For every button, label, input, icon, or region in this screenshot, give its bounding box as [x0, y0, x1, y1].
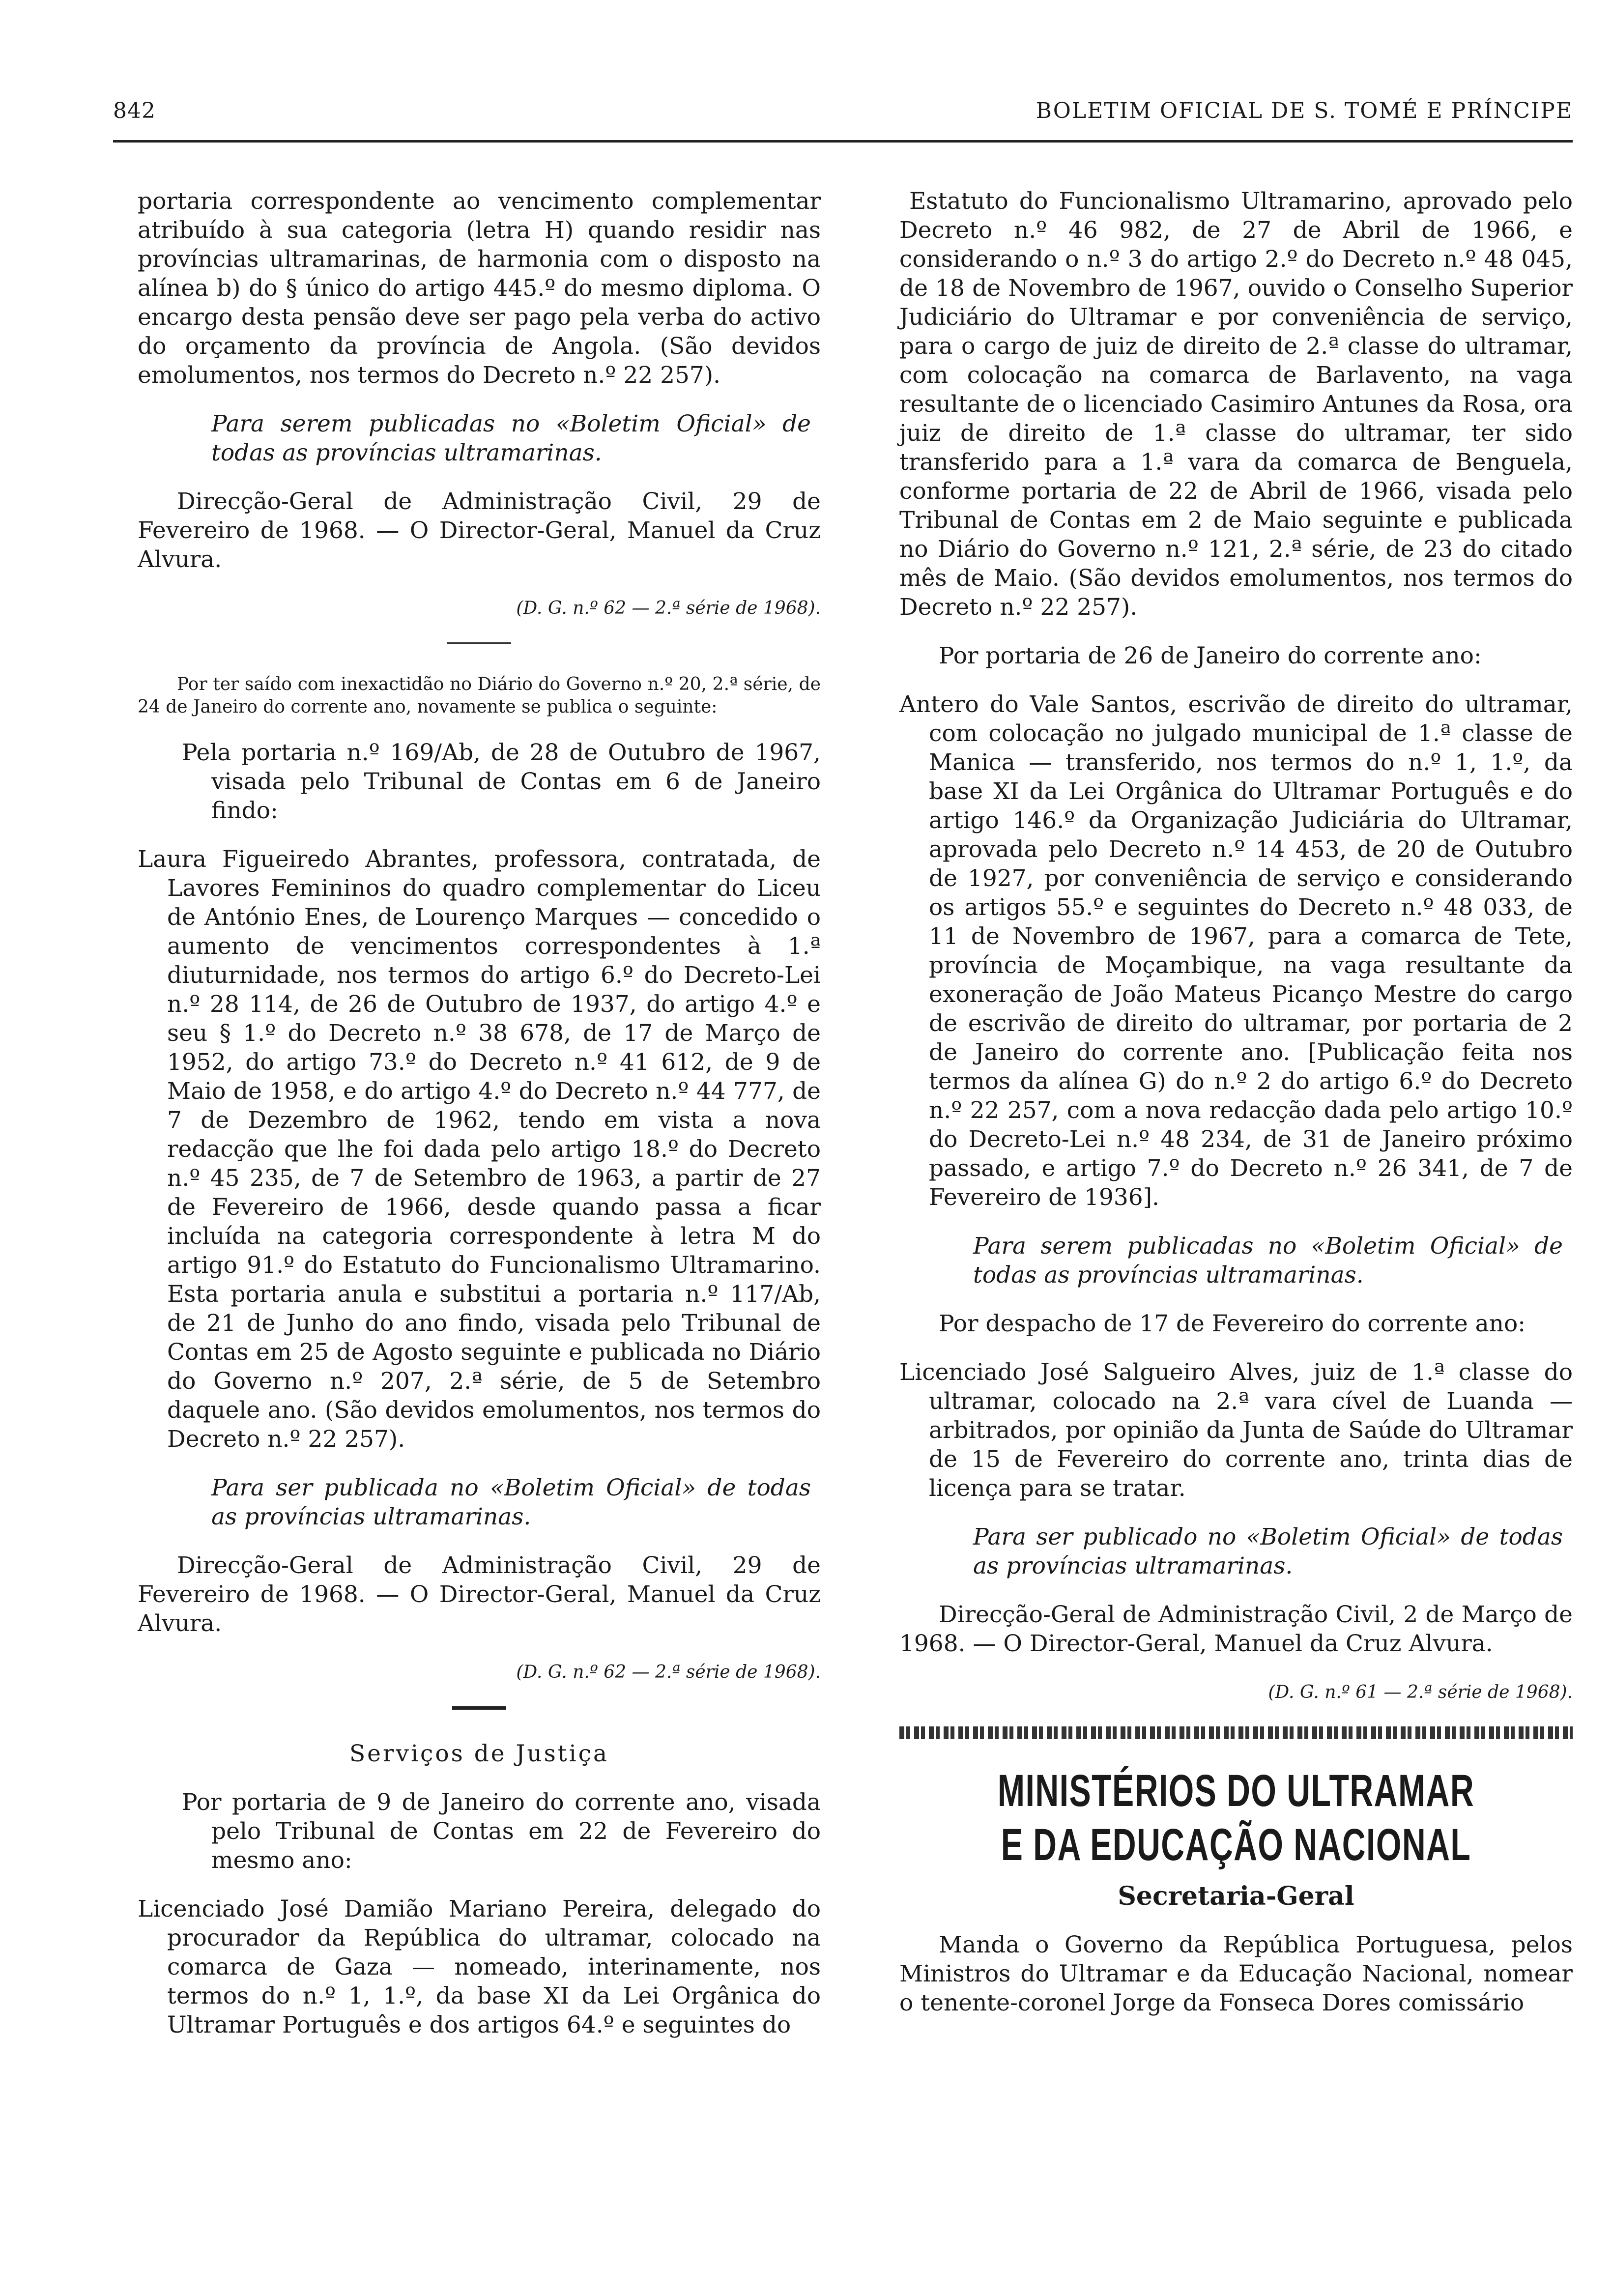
ministry-title: MINISTÉRIOS DO ULTRAMAR	[997, 1766, 1475, 1816]
appointment-entry: Licenciado José Salgueiro Alves, juiz de 1.ª classe do ultramar, colocado na 2.ª vara cível de Luanda — arbitrados, por opinião da Junta de Saúde do Ultramar de 15 de Fevereiro do corrente ano, trinta dias de licença para se tratar.	[899, 1359, 1573, 1502]
separator	[452, 1706, 506, 1710]
publication-title: BOLETIM OFICIAL DE S. TOMÉ E PRÍNCIPE	[1036, 98, 1573, 123]
ornamental-border	[899, 1726, 1573, 1739]
department-title: Secretaria-Geral	[1118, 1881, 1354, 1911]
section-title: Serviços de Justiça	[349, 1740, 609, 1767]
signature-block: Direcção-Geral de Administração Civil, 2 de Março de 1968. — O Director-Geral, Manuel da Cruz Alvura.	[899, 1601, 1573, 1657]
appointment-entry: Antero do Vale Santos, escrivão de direito do ultramar, com colocação no julgado municipal de 1.ª classe de Manica — transferido, nos termos do n.º 1, 1.º, da base XI da Lei Orgânica do Ultramar Português e do artigo 146.º da Organização Judiciária do Ultramar, aprovada pelo Decreto n.º 14 453, de 20 de Outubro de 1927, por conveniência de serviço e considerando os artigos 55.º e seguintes do Decreto n.º 48 033, de 11 de Novembro de 1967, para a comarca de Tete, província de Moçambique, na vaga resultante da exoneração de João Mateus Picanço Mestre do cargo de escrivão de direito do ultramar, por portaria de 2 de Janeiro do corrente ano. [Publicação feita nos termos da alínea G) do n.º 2 do artigo 6.º do Decreto n.º 22 257, com a nova redacção dada pelo artigo 10.º do Decreto-Lei n.º 48 234, de 31 de Janeiro próximo passado, e artigo 7.º do Decreto n.º 26 341, de 7 de Fevereiro de 1936].	[899, 691, 1573, 1211]
paragraph-continuation: Estatuto do Funcionalismo Ultramarino, aprovado pelo Decreto n.º 46 982, de 27 de Abril de 1966, e considerando o n.º 3 do artigo 2.º do Decreto n.º 48 045, de 18 de Novembro de 1967, ouvido o Conselho Superior Judiciário do Ultramar e por conveniência de serviço, para o cargo de juiz de direito de 2.ª classe do ultramar, com colocação na comarca de Barlavento, na vaga resultante de o licenciado Casimiro Antunes da Rosa, ora juiz de direito de 1.ª classe do ultramar, ter sido transferido para a 1.ª vara da comarca de Benguela, conforme portaria de 22 de Abril de 1966, visada pelo Tribunal de Contas em 2 de Maio seguinte e publicada no Diário do Governo n.º 121, 2.ª série, de 23 do citado mês de Maio. (São devidos emolumentos, nos termos do Decreto n.º 22 257).	[899, 188, 1573, 621]
correction-notice: Por ter saído com inexactidão no Diário do Governo n.º 20, 2.ª série, de 24 de Janeiro do corrente ano, novamente se publica o seguinte:	[138, 674, 821, 717]
right-column	[899, 187, 1573, 2037]
portaria-heading: Pela portaria n.º 169/Ab, de 28 de Outubro de 1967, visada pelo Tribunal de Contas em 6 de Janeiro findo:	[182, 739, 821, 824]
gazette-reference: (D. G. n.º 62 — 2.ª série de 1968).	[516, 598, 821, 618]
signature-block: Direcção-Geral de Administração Civil, 29 de Fevereiro de 1968. — O Director-Geral, Manuel da Cruz Alvura.	[138, 1552, 821, 1637]
header-rule	[113, 140, 1573, 143]
gazette-reference: (D. G. n.º 62 — 2.ª série de 1968).	[516, 1662, 821, 1682]
portaria-heading: Por portaria de 26 de Janeiro do corrente ano:	[939, 642, 1482, 669]
publication-note: Para serem publicadas no «Boletim Oficial» de todas as províncias ultramarinas.	[973, 1233, 1563, 1289]
left-column	[138, 187, 821, 2059]
paragraph-continuation: portaria correspondente ao vencimento complementar atribuído à sua categoria (letra H) quando residir nas províncias ultramarinas, de harmonia com o disposto na alínea b) do § único do artigo 445.º do mesmo diploma. O encargo desta pensão deve ser pago pela verba do activo do orçamento da província de Angola. (São devidos emolumentos, nos termos do Decreto n.º 22 257).	[138, 188, 821, 389]
publication-note: Para ser publicado no «Boletim Oficial» de todas as províncias ultramarinas.	[973, 1523, 1563, 1579]
publication-note: Para serem publicadas no «Boletim Oficial» de todas as províncias ultramarinas.	[211, 410, 811, 466]
despacho-heading: Por despacho de 17 de Fevereiro do corrente ano:	[939, 1310, 1526, 1337]
publication-note: Para ser publicada no «Boletim Oficial» de todas as províncias ultramarinas.	[211, 1474, 811, 1530]
portaria-heading: Por portaria de 9 de Janeiro do corrente ano, visada pelo Tribunal de Contas em 22 de Fevereiro do mesmo ano:	[182, 1789, 821, 1874]
appointment-entry: Laura Figueiredo Abrantes, professora, contratada, de Lavores Femininos do quadro complementar do Liceu de António Enes, de Lourenço Marques — concedido o aumento de vencimentos correspondentes à 1.ª diuturnidade, nos termos do artigo 6.º do Decreto-Lei n.º 28 114, de 26 de Outubro de 1937, do artigo 4.º e seu § 1.º do Decreto n.º 38 678, de 17 de Março de 1952, do artigo 73.º do Decreto n.º 41 612, de 9 de Maio de 1958, e do artigo 4.º do Decreto n.º 44 777, de 7 de Dezembro de 1962, tendo em vista a nova redacção que lhe foi dada pelo artigo 18.º do Decreto n.º 45 235, de 7 de Setembro de 1963, a partir de 27 de Fevereiro de 1966, desde quando passa a ficar incluída na categoria correspondente à letra M do artigo 91.º do Estatuto do Funcionalismo Ultramarino. Esta portaria anula e substitui a portaria n.º 117/Ab, de 21 de Junho do ano findo, visada pelo Tribunal de Contas em 25 de Agosto seguinte e publicada no Diário do Governo n.º 207, 2.ª série, de 5 de Setembro daquele ano. (São devidos emolumentos, nos termos do Decreto n.º 22 257).	[138, 846, 821, 1453]
appointment-entry: Licenciado José Damião Mariano Pereira, delegado do procurador da República do ultramar, colocado na comarca de Gaza — nomeado, interinamente, nos termos do n.º 1, 1.º, da base XI da Lei Orgânica do Ultramar Português e dos artigos 64.º e seguintes do	[138, 1895, 821, 2038]
separator	[447, 642, 511, 644]
gazette-reference: (D. G. n.º 61 — 2.ª série de 1968).	[1268, 1682, 1573, 1702]
decree-paragraph: Manda o Governo da República Portuguesa, pelos Ministros do Ultramar e da Educação Nacional, nomear o tenente-coronel Jorge da Fonseca Dores comissário	[899, 1931, 1573, 2016]
page-header	[113, 98, 1573, 133]
page-number: 842	[113, 98, 156, 123]
signature-block: Direcção-Geral de Administração Civil, 29 de Fevereiro de 1968. — O Director-Geral, Manuel da Cruz Alvura.	[138, 488, 821, 573]
ministry-title: E DA EDUCAÇÃO NACIONAL	[1001, 1820, 1471, 1870]
